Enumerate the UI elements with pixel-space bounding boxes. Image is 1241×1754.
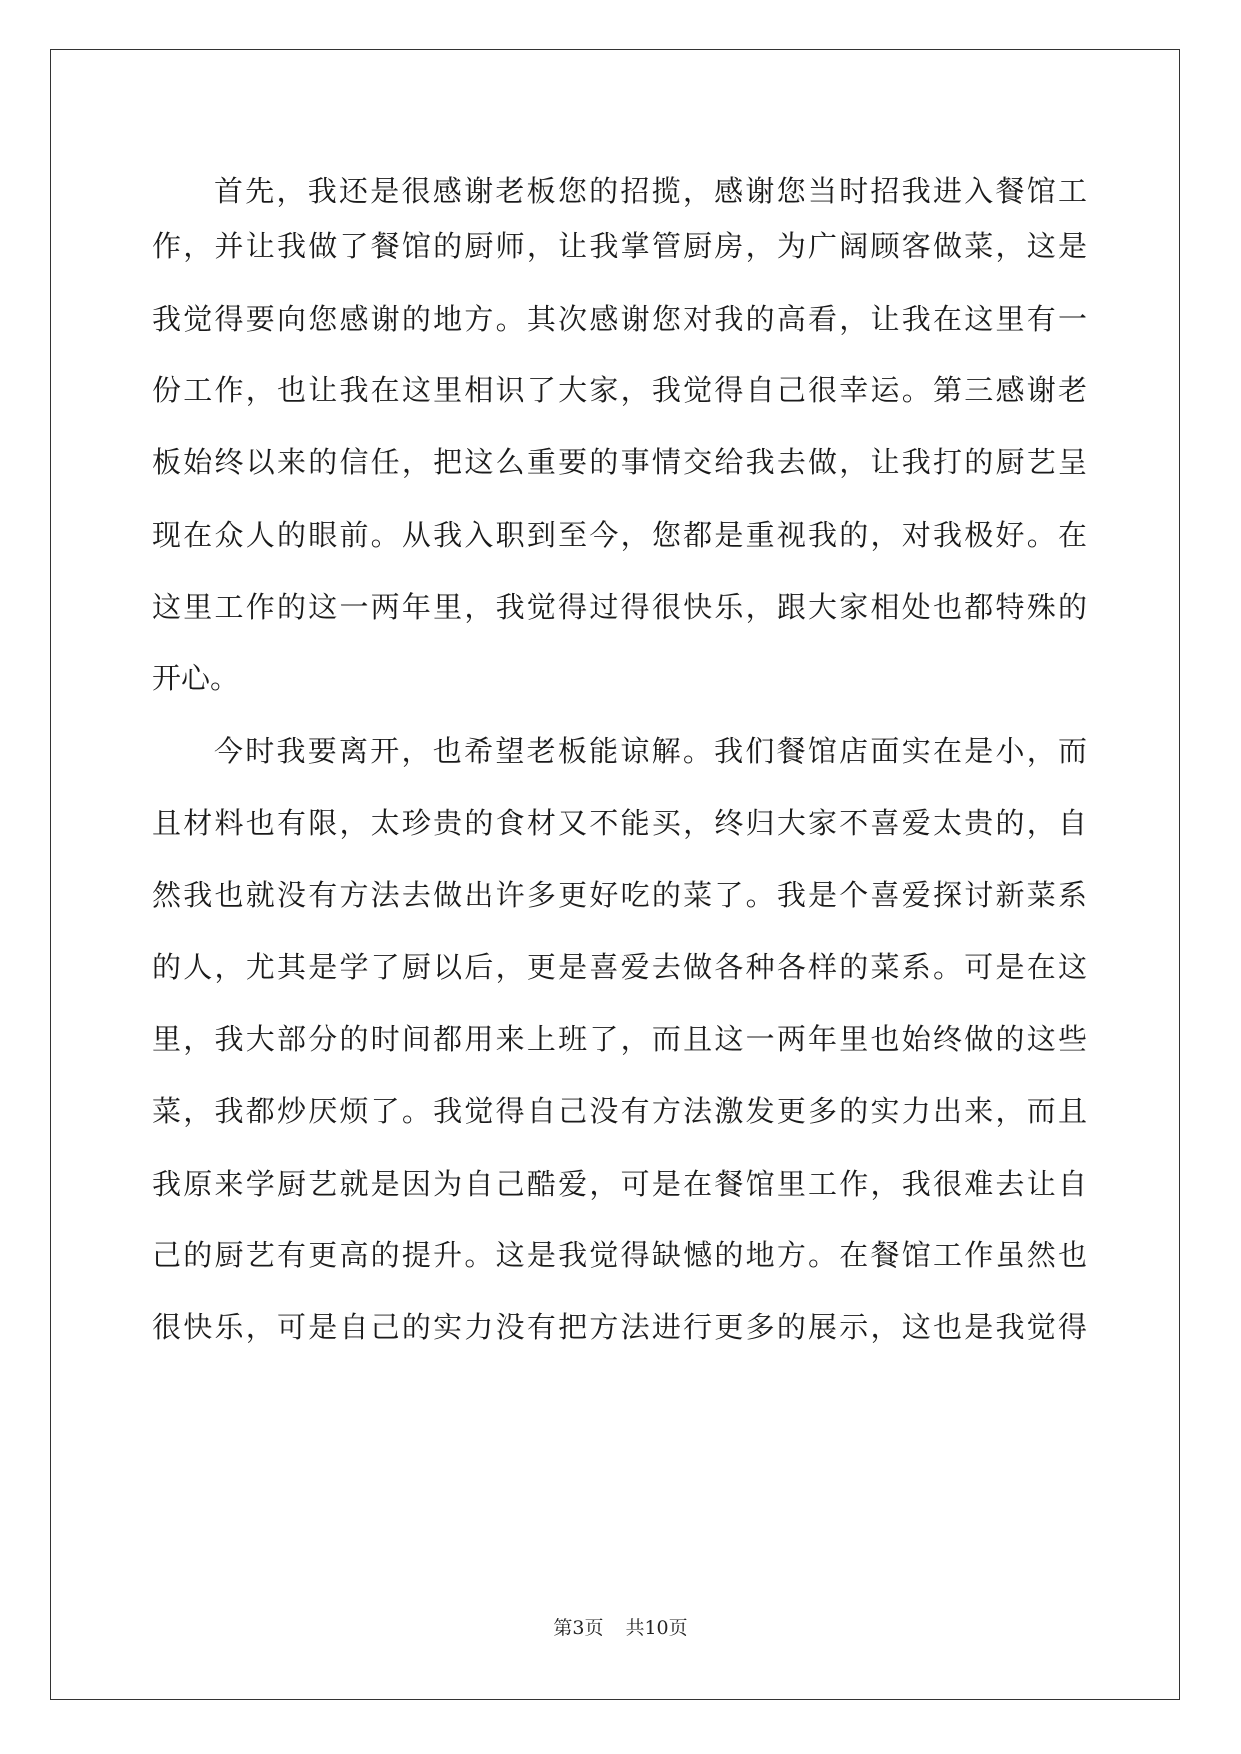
text-line: 很快乐，可是自己的实力没有把方法进行更多的展示，这也是我觉得 (152, 1310, 1087, 1344)
text-line: 里，我大部分的时间都用来上班了，而且这一两年里也始终做的这些 (152, 1022, 1087, 1056)
total-pages: 共10页 (625, 1617, 688, 1639)
text-line: 现在众人的眼前。从我入职到至今，您都是重视我的，对我极好。在 (152, 518, 1087, 552)
text-line: 且材料也有限，太珍贵的食材又不能买，终归大家不喜爱太贵的，自 (152, 806, 1087, 840)
text-line: 菜，我都炒厌烦了。我觉得自己没有方法激发更多的实力出来，而且 (152, 1094, 1087, 1128)
text-line: 开心。 (152, 661, 240, 695)
text-line: 作，并让我做了餐馆的厨师，让我掌管厨房，为广阔顾客做菜，这是 (152, 229, 1087, 263)
text-line: 份工作，也让我在这里相识了大家，我觉得自己很幸运。第三感谢老 (152, 373, 1087, 407)
text-line: 己的厨艺有更高的提升。这是我觉得缺憾的地方。在餐馆工作虽然也 (152, 1238, 1087, 1272)
page-number: 第3页 (553, 1617, 604, 1639)
text-line: 这里工作的这一两年里，我觉得过得很快乐，跟大家相处也都特殊的 (152, 590, 1087, 624)
text-line: 的人，尤其是学了厨以后，更是喜爱去做各种各样的菜系。可是在这 (152, 950, 1087, 984)
page-footer (0, 1616, 1241, 1640)
text-line: 板始终以来的信任，把这么重要的事情交给我去做，让我打的厨艺呈 (152, 445, 1087, 479)
text-line: 我原来学厨艺就是因为自己酷爱，可是在餐馆里工作，我很难去让自 (152, 1167, 1087, 1201)
text-line: 然我也就没有方法去做出许多更好吃的菜了。我是个喜爱探讨新菜系 (152, 878, 1087, 912)
text-line: 首先，我还是很感谢老板您的招揽，感谢您当时招我进入餐馆工 (214, 174, 1087, 208)
text-line: 我觉得要向您感谢的地方。其次感谢您对我的高看，让我在这里有一 (152, 302, 1087, 336)
text-line: 今时我要离开，也希望老板能谅解。我们餐馆店面实在是小，而 (214, 734, 1087, 768)
